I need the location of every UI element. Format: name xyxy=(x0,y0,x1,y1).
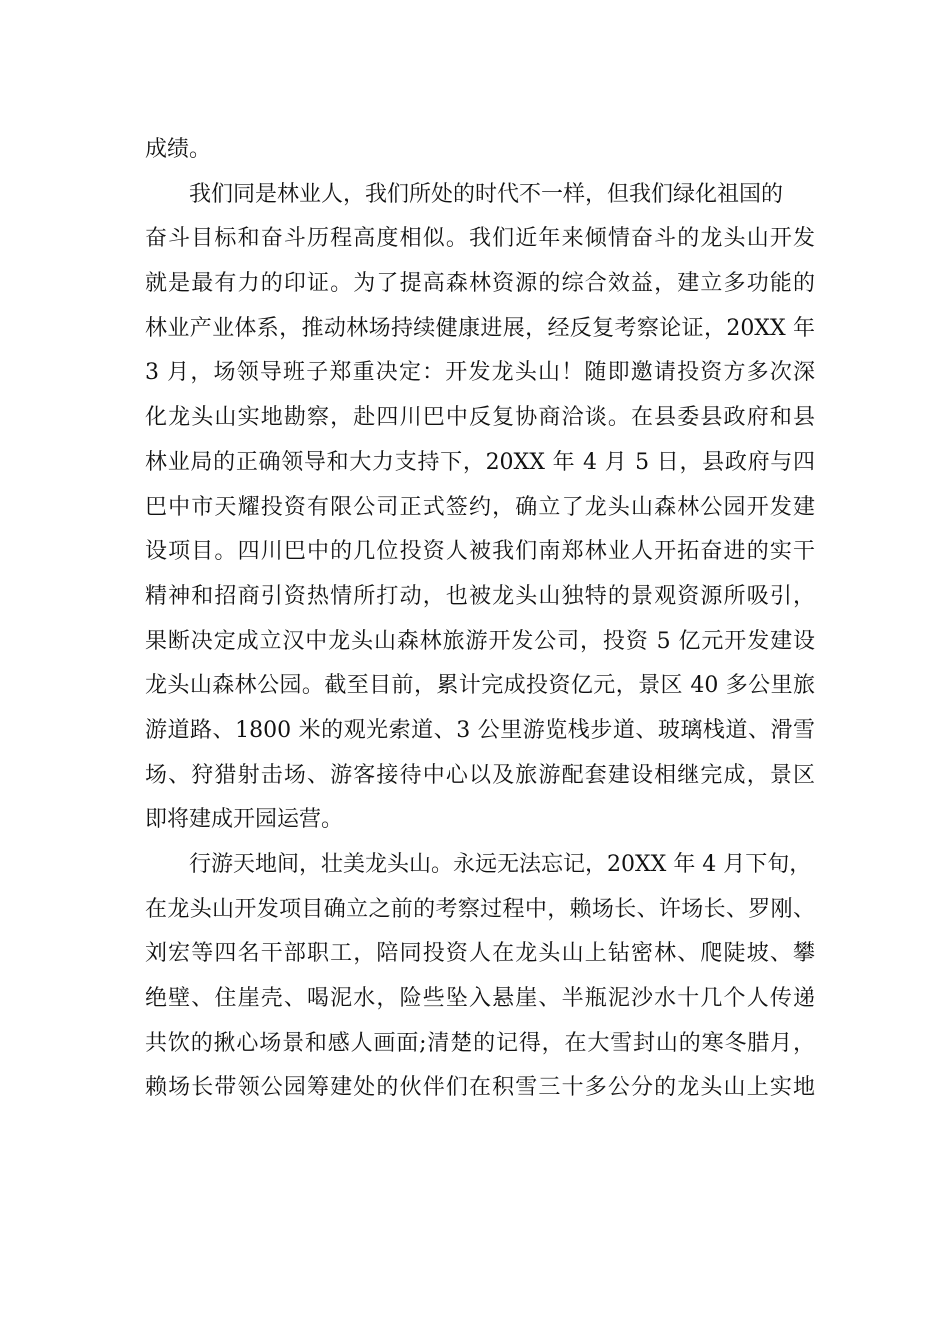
text-line: 奋斗目标和奋斗历程高度相似。我们近年来倾情奋斗的龙头山开发 xyxy=(145,226,815,252)
text-line: 游道路、1800 米的观光索道、3 公里游览栈步道、玻璃栈道、滑雪 xyxy=(145,717,815,743)
text-line: 赖场长带领公园筹建处的伙伴们在积雪三十多公分的龙头山上实地 xyxy=(145,1075,815,1101)
text-line: 果断决定成立汉中龙头山森林旅游开发公司，投资 5 亿元开发建设 xyxy=(145,628,815,654)
text-line: 设项目。四川巴中的几位投资人被我们南郑林业人开拓奋进的实干 xyxy=(145,539,815,565)
text-line: 化龙头山实地勘察，赴四川巴中反复协商洽谈。在县委县政府和县 xyxy=(145,405,815,431)
text-line: 就是最有力的印证。为了提高森林资源的综合效益，建立多功能的 xyxy=(145,271,815,297)
text-line: 我们同是林业人，我们所处的时代不一样，但我们绿化祖国的 xyxy=(189,181,784,207)
document-body xyxy=(145,128,815,1111)
text-line: 精神和招商引资热情所打动，也被龙头山独特的景观资源所吸引， xyxy=(145,583,815,609)
text-line: 成绩。 xyxy=(145,137,212,162)
text-line: 林业局的正确领导和大力支持下，20XX 年 4 月 5 日，县政府与四 xyxy=(145,449,815,475)
text-line: 共饮的揪心场景和感人画面;清楚的记得，在大雪封山的寒冬腊月， xyxy=(145,1030,815,1056)
text-line: 龙头山森林公园。截至目前，累计完成投资亿元，景区 40 多公里旅 xyxy=(145,673,815,699)
text-line: 行游天地间，壮美龙头山。永远无法忘记，20XX 年 4 月下旬， xyxy=(189,852,812,877)
text-line: 场、狩猎射击场、游客接待中心以及旅游配套建设相继完成，景区 xyxy=(145,762,815,788)
text-line: 巴中市天耀投资有限公司正式签约，确立了龙头山森林公园开发建 xyxy=(145,494,815,520)
text-line: 3 月，场领导班子郑重决定：开发龙头山！随即邀请投资方多次深 xyxy=(145,360,815,386)
text-line: 即将建成开园运营。 xyxy=(145,807,344,833)
text-line: 在龙头山开发项目确立之前的考察过程中，赖场长、许场长、罗刚、 xyxy=(145,896,815,922)
text-line: 刘宏等四名干部职工，陪同投资人在龙头山上钻密林、爬陡坡、攀 xyxy=(145,941,815,967)
text-line: 绝壁、住崖壳、喝泥水，险些坠入悬崖、半瓶泥沙水十几个人传递 xyxy=(145,986,815,1012)
text-line: 林业产业体系，推动林场持续健康进展，经反复考察论证，20XX 年 xyxy=(145,315,815,341)
